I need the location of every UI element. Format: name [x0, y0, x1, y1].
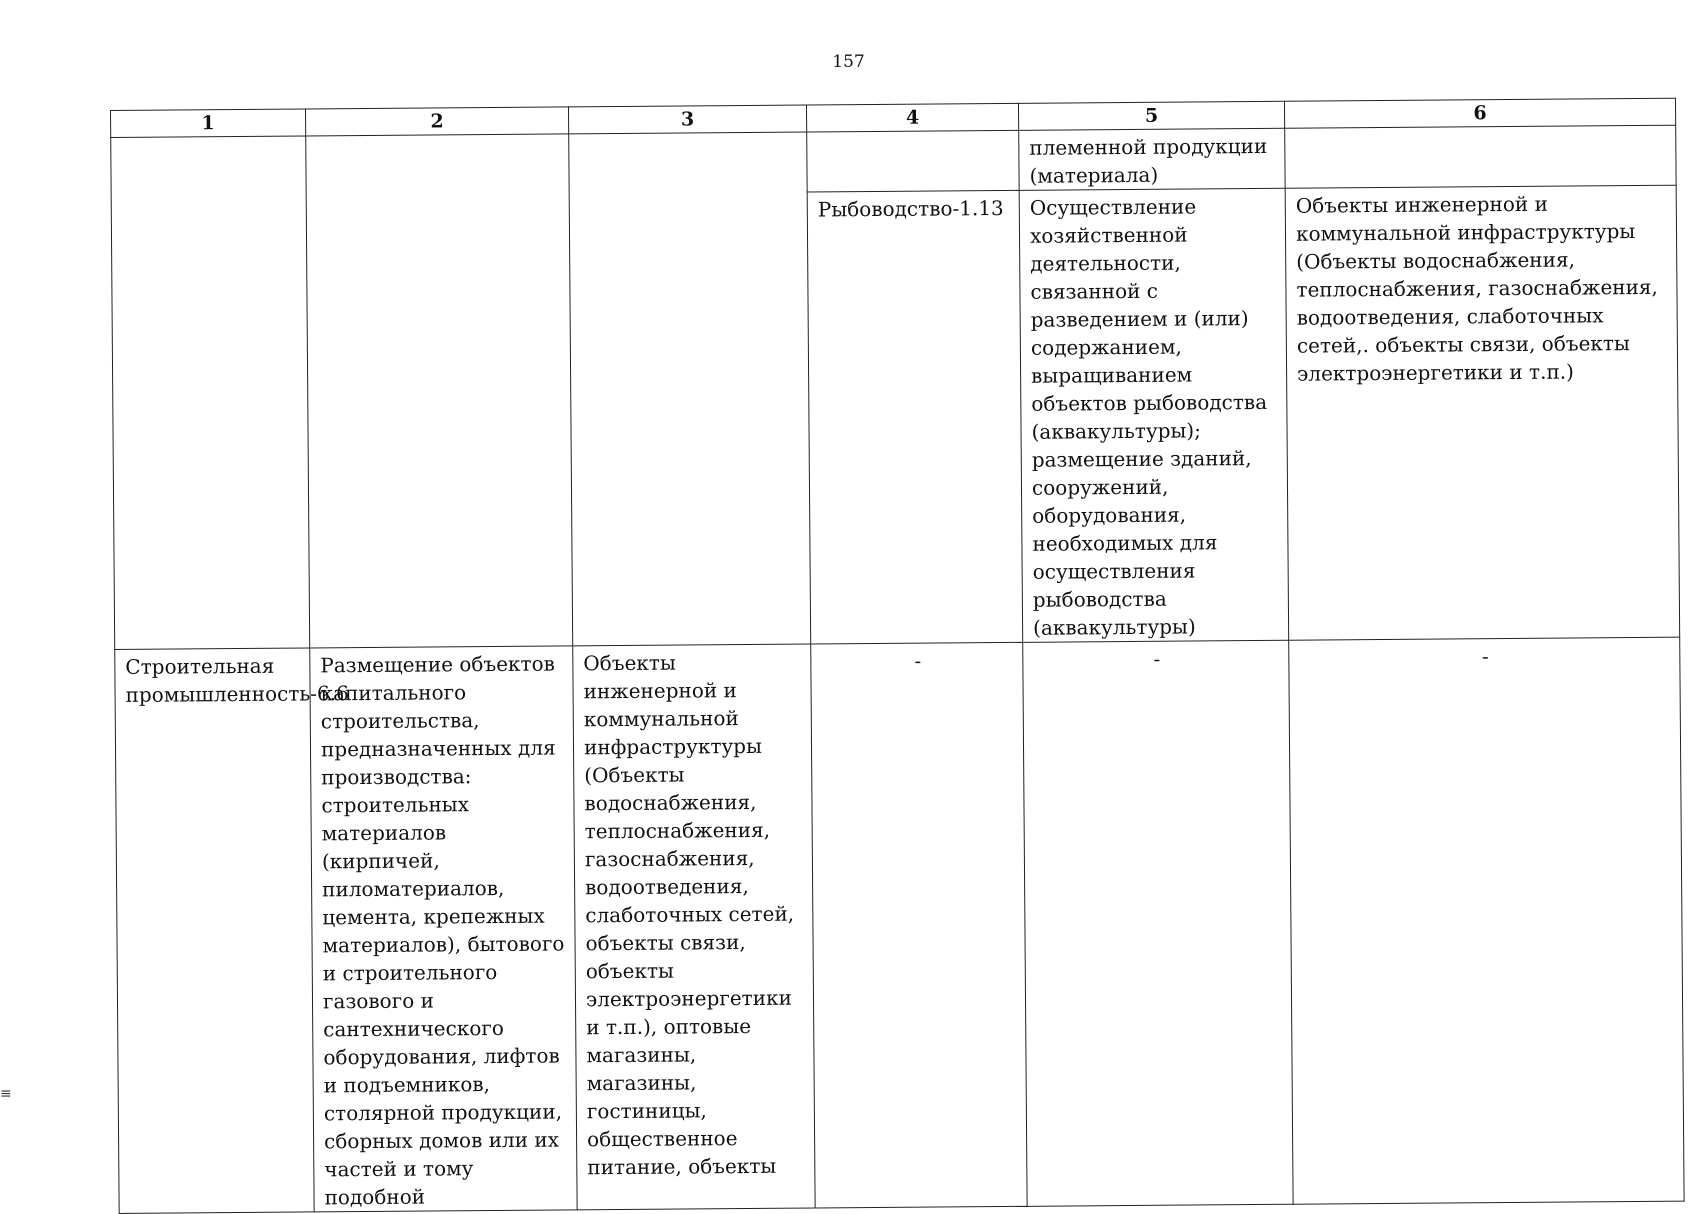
cell-fish-description: Осуществление хозяйственной деятельности, связанной с разведением и (или) содержанием, выращиванием объектов рыбоводства (аквакультуры); размещение зданий, сооружений, оборудования, необходимых для осуществления рыбоводства (аквакультуры) [1019, 188, 1289, 642]
cell-empty-col2 [306, 134, 573, 648]
header-col-2: 2 [305, 107, 568, 136]
header-col-4: 4 [806, 103, 1018, 132]
cell-empty-col6 [1285, 125, 1676, 188]
cell-fish-objects: Объекты инженерной и коммунальной инфраструктуры (Объекты водоснабжения, теплоснабжения, газоснабжения, водоотведения, слаботочных сетей,. объекты связи, объекты электроэнергетики и т.п.) [1285, 185, 1680, 640]
cell-empty-col3 [569, 132, 811, 646]
cell-build-col4: - [811, 642, 1027, 1208]
cell-build-col6: - [1289, 637, 1684, 1204]
table-row-building-industry [115, 637, 1684, 1213]
zoning-table [110, 98, 1685, 1214]
header-col-6: 6 [1284, 98, 1675, 128]
header-col-5: 5 [1018, 101, 1284, 130]
cell-cont-col5: племенной продукции (материала) [1019, 128, 1285, 190]
header-col-1: 1 [111, 109, 306, 138]
cell-build-objects: Объекты инженерной и коммунальной инфраструктуры (Объекты водоснабжения, теплоснабжения, газоснабжения, водоотведения, слаботочных сетей, объекты связи, объекты электроэнергетики и т.п.), оптовые магазины, магазины, гостиницы, общественное питание, объекты [573, 644, 815, 1210]
cell-build-col5: - [1023, 640, 1293, 1206]
cell-build-description: Размещение объектов капитального строительства, предназначенных для производства: строительных материалов (кирпичей, пиломатериалов, цемента, крепежных материалов), бытового и строительного газового и сантехнического оборудования, лифтов и подъемников, столярной продукции, сборных домов или их частей и тому подобной [310, 646, 577, 1212]
margin-mark: ≡ [0, 1086, 12, 1102]
page-number: 157 [832, 52, 865, 72]
cell-build-code: Строительная промышленность-6.6 [115, 648, 314, 1214]
header-col-3: 3 [568, 105, 806, 134]
cell-fish-code: Рыбоводство-1.13 [807, 190, 1023, 644]
cell-empty-col1 [111, 136, 310, 650]
cell-empty-col4 [807, 130, 1019, 192]
